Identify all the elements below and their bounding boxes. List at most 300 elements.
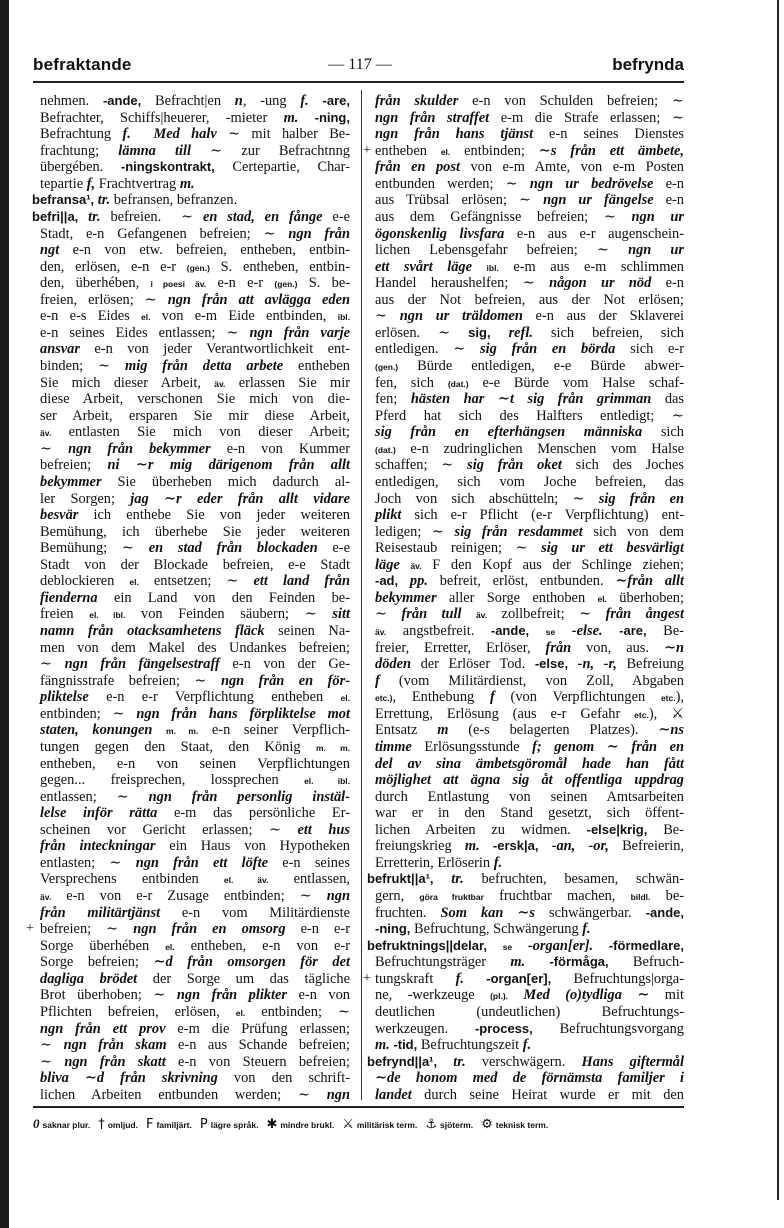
text: aus Trübsal erlösen; ∼ <box>375 192 544 209</box>
legend-item <box>481 1117 549 1132</box>
text: ler Sorgen; <box>40 490 131 507</box>
text-line <box>40 590 350 607</box>
text: Sie überheben mich dadurch al- <box>101 473 350 490</box>
abbreviation: (gen.) <box>186 262 210 273</box>
text-line <box>40 938 350 955</box>
abbreviation-legend <box>33 1116 693 1133</box>
text: e-m die Prüfung erlassen; <box>165 1020 350 1037</box>
bold-subentry: -organ[er], <box>486 970 552 986</box>
text <box>491 325 509 341</box>
text-line <box>40 822 350 839</box>
bold-subentry: sig, <box>468 324 491 340</box>
text: e-n aus der Sklaverei <box>522 308 685 325</box>
text-line <box>40 756 350 773</box>
text: Befrachtung <box>40 126 123 143</box>
legend-symbol-icon: ⚙ <box>481 1117 493 1132</box>
italic-text: lämna till <box>118 142 192 159</box>
bold-subentry: -are, <box>619 623 647 638</box>
text: fen, sich <box>375 374 448 391</box>
text-line <box>40 507 350 524</box>
abbreviation: m. m. <box>315 742 350 753</box>
text: von e-m Eide entbinden, <box>150 308 338 325</box>
text: e-n aus Schande befreien; <box>166 1037 350 1054</box>
text: entledigen, sich vom Joche befreien, das <box>375 473 684 490</box>
italic-text: tr. <box>78 208 101 225</box>
text-line <box>375 176 684 193</box>
text: Befruchtung, Schwängerung <box>410 921 583 938</box>
text-line <box>40 838 350 855</box>
italic-text: ngn från straffet <box>375 109 490 126</box>
italic-text: ngn <box>326 888 350 904</box>
text-line <box>367 938 684 955</box>
text-line <box>375 457 684 474</box>
italic-text: -n, -r, <box>577 656 617 673</box>
text-line <box>363 970 684 988</box>
text-line <box>26 921 351 938</box>
italic-text: sig från en <box>598 490 684 507</box>
text: Befreierin, <box>608 838 684 855</box>
italic-text: ngn från varje <box>249 324 350 341</box>
legend-symbol-icon: ✱ <box>266 1117 278 1132</box>
text-line <box>40 987 350 1004</box>
abbreviation: (gen.) <box>274 279 298 290</box>
italic-text: ngn från en omsorg <box>133 921 286 938</box>
italic-text: ngn från hans förpliktelse mot <box>136 705 350 722</box>
text-line <box>375 1021 684 1038</box>
text: tepartie <box>40 175 87 192</box>
italic-text: Som kan ∼s <box>440 904 535 921</box>
text: e-n seines Eides entlassen; ∼ <box>40 324 250 341</box>
text: scheinen vor Gericht erlassen; ∼ <box>40 821 298 838</box>
text-line <box>40 474 350 491</box>
text: e-m die Strafe erlassen; ∼ <box>489 109 684 126</box>
abbreviation: el. <box>440 146 451 157</box>
legend-label: saknar plur. <box>42 1120 91 1130</box>
bold-subentry: -else|krig, <box>586 821 648 837</box>
text-line <box>375 159 684 176</box>
text-line <box>375 242 684 259</box>
text <box>309 93 323 109</box>
text: werkzeugen. <box>375 1020 475 1037</box>
abbreviation: el. <box>129 577 139 588</box>
italic-text: pliktelse <box>40 689 89 706</box>
italic-text: m. <box>510 954 526 971</box>
text-line <box>375 226 684 243</box>
headword: befri||a, <box>32 208 79 224</box>
text: e-n aus e-r augenschein- <box>504 225 684 242</box>
italic-text: refl. <box>508 324 533 341</box>
text: sich des Joches <box>561 457 684 474</box>
text <box>464 971 486 987</box>
text: mit <box>649 987 684 1004</box>
text: e-n e-r Verpflichtung entheben <box>88 689 341 706</box>
text-line <box>375 789 684 806</box>
legend-symbol-icon: ⚔ <box>342 1117 354 1132</box>
text: (von Verpflichtungen <box>494 689 661 706</box>
abbreviation: el. äv. <box>223 875 269 886</box>
text <box>555 623 572 639</box>
italic-text: ngn från skam <box>63 1037 167 1054</box>
text: befreien; <box>40 457 108 474</box>
italic-text: från ångest <box>605 606 684 623</box>
legend-symbol-icon: ⚓ <box>425 1117 437 1132</box>
abbreviation: el. <box>141 312 151 323</box>
italic-text: tr. <box>453 1053 466 1070</box>
text-line <box>375 606 684 623</box>
text: Frachtvertrag <box>95 175 180 192</box>
italic-text: ngn från personlig instäl- <box>148 788 350 805</box>
text-line <box>375 441 684 458</box>
text: das <box>651 391 684 408</box>
text: seinen Na- <box>264 623 350 639</box>
text-line <box>375 987 684 1004</box>
text: e-n von <box>287 987 351 1004</box>
text: übergében. <box>40 159 121 176</box>
text: erlösen. ∼ <box>375 324 469 341</box>
text: Entsatz <box>375 722 438 739</box>
italic-text: Hans giftermål <box>581 1053 684 1070</box>
italic-text: namn från otacksamhetens fläck <box>40 623 265 639</box>
italic-text: f. <box>455 970 464 987</box>
running-head-right: befrynda <box>612 55 684 74</box>
text: e-n von der Ge- <box>219 656 350 673</box>
text: entheben <box>375 142 441 159</box>
italic-text: ngn från ett prov <box>40 1020 166 1037</box>
text-line <box>32 192 350 209</box>
text <box>472 259 487 275</box>
text-line <box>40 1037 350 1054</box>
abbreviation: el. ibl. <box>89 610 126 621</box>
italic-text: ∼d från omsorgen för det <box>153 954 350 971</box>
legend-label: militärisk term. <box>356 1120 418 1130</box>
text-line <box>375 640 684 657</box>
text-line <box>375 905 684 922</box>
text: Bürde entledigen, e-e Bürde abwer- <box>398 358 684 374</box>
text: diese Arbeit, verschonen Sie mich von die- <box>40 391 350 408</box>
italic-text: ngn ur bedrövelse <box>529 175 654 192</box>
abbreviation: ibl. <box>337 312 350 323</box>
text <box>512 938 528 954</box>
text <box>400 557 411 573</box>
text: e-n zudringlichen Menschen vom Halse <box>395 440 684 457</box>
text: sich e-r <box>615 341 684 358</box>
text-line <box>375 1070 684 1087</box>
text: e-n von Steuern befreien; <box>165 1053 350 1070</box>
text-line <box>40 623 350 640</box>
italic-text: tr. <box>94 192 111 209</box>
text: e-n von Kummer <box>210 440 350 457</box>
text-line <box>40 292 350 309</box>
abbreviation: äv. <box>40 892 52 902</box>
text: ), ⚔ <box>648 705 684 722</box>
text-line <box>40 457 350 474</box>
text: entheben <box>283 358 350 374</box>
text: Errettung, Erlösung (aus e-r Gefahr <box>375 705 635 722</box>
text <box>593 938 609 954</box>
italic-text: ∼n <box>663 639 684 656</box>
headword: befransa¹, <box>32 192 95 208</box>
text: Stadt, e-n Gefangenen befreien; ∼ <box>40 225 289 242</box>
abbreviation: göra fruktbar <box>419 892 484 902</box>
text-line <box>40 606 350 623</box>
text-line <box>40 656 350 673</box>
text: e-m aus e-m schlimmen <box>498 258 684 275</box>
text: befransen, befranzen. <box>110 192 238 209</box>
italic-text: ett hus <box>297 821 350 838</box>
italic-text: sig från en börda <box>480 341 616 358</box>
legend-symbol-icon: P <box>199 1117 208 1132</box>
italic-text: från <box>545 639 572 656</box>
italic-text: möjlighet att ägna sig åt offentliga uppdrag <box>375 772 684 789</box>
abbreviation: (dat.) <box>375 444 396 455</box>
text <box>434 871 452 887</box>
text-line <box>375 656 684 673</box>
italic-text: ngt <box>40 242 60 259</box>
text: freiungskrieg <box>375 838 465 855</box>
text-line <box>40 739 350 756</box>
text: Befruchtungs|orga- <box>551 970 684 987</box>
text <box>462 606 476 622</box>
text: durch Entlastung von seinen Amtsarbeiten <box>375 788 684 805</box>
text: gern, <box>375 888 420 904</box>
text-line <box>40 226 350 243</box>
text: e-n von e-r Zusage entbinden; ∼ <box>51 888 327 904</box>
text-line <box>40 805 350 822</box>
margin-plus-mark: + <box>26 921 34 937</box>
text: freier, Erretter, Erlöser, <box>375 639 546 656</box>
margin-plus-mark: + <box>363 142 371 158</box>
legend-symbol-icon: F <box>145 1117 154 1132</box>
text-line <box>375 341 684 358</box>
text: befreien. ∼ <box>100 208 203 225</box>
legend-label: sjöterm. <box>440 1120 474 1130</box>
italic-text: f. Med halv <box>122 126 217 143</box>
bold-subentry: -are, <box>322 93 350 108</box>
text-line <box>40 706 350 723</box>
text: entheben, e-n von e-r <box>174 937 350 954</box>
text: e-n e-r <box>285 921 351 938</box>
text: entlassen; ∼ <box>40 788 149 805</box>
text: e-n <box>653 175 684 192</box>
text: Befracht|en <box>141 93 235 109</box>
headword: befrynd||a¹, <box>367 1053 438 1069</box>
text: ledigen; ∼ <box>375 523 455 540</box>
italic-text: ∼ns <box>658 722 684 739</box>
text-line <box>40 110 350 127</box>
text: Befruchtungszeit <box>417 1037 523 1054</box>
text <box>298 110 314 126</box>
text-line <box>375 110 684 127</box>
italic-text: ögonskenlig livsfara <box>375 225 505 242</box>
text: aller Sorge enthoben <box>436 589 598 606</box>
text: e-e <box>317 540 350 557</box>
text <box>152 722 166 738</box>
italic-text: ngn från <box>288 225 350 242</box>
text: Joch von sich abschütteln; ∼ <box>375 490 599 507</box>
text: der Sorge um das tägliche <box>137 970 350 987</box>
italic-text: sitt <box>332 606 351 623</box>
text-line <box>40 491 350 508</box>
text: sich von dem <box>582 523 684 540</box>
text-line <box>40 573 350 590</box>
italic-text: mig från detta arbete <box>125 358 284 374</box>
text-line <box>375 424 684 441</box>
text <box>568 656 578 672</box>
text-line <box>40 524 350 541</box>
abbreviation: bildl. <box>630 892 651 902</box>
legend-label: mindre brukl. <box>280 1120 335 1130</box>
text-line <box>375 1037 684 1054</box>
italic-text: m. <box>375 1037 390 1054</box>
text: Sorge überhében <box>40 937 166 954</box>
text: zollbefreit; ∼ <box>487 606 606 623</box>
italic-text: från inteckningar <box>40 838 156 855</box>
italic-text: m. <box>179 175 195 192</box>
text: Pferd hat sich des Halfters entledigt; ∼ <box>375 407 684 424</box>
abbreviation: äv. <box>410 560 422 571</box>
italic-text: pp. <box>398 573 428 590</box>
text-line <box>40 176 350 193</box>
italic-text: ngn från en för- <box>220 672 351 689</box>
text-line <box>375 557 684 574</box>
scan-edge-right <box>777 0 779 1200</box>
italic-text: sig från resdammet <box>454 523 583 540</box>
text: ∼ <box>40 656 65 673</box>
abbreviation: (dat.) <box>447 378 469 389</box>
abbreviation: etc. <box>634 709 649 720</box>
scan-edge-left <box>0 0 9 1228</box>
italic-text: Med (o)tydliga ∼ <box>523 987 650 1004</box>
text: Sie mich dieser Arbeit, <box>40 374 215 391</box>
text-line <box>375 408 684 425</box>
text: angstbefreit. <box>386 623 491 639</box>
text: Brot überhoben; ∼ <box>40 987 177 1004</box>
text-line <box>40 1004 350 1021</box>
text-line <box>375 855 684 872</box>
text: be- <box>650 888 684 904</box>
right-column <box>363 93 685 1103</box>
text-line <box>40 1054 350 1071</box>
abbreviation: etc. <box>660 693 676 704</box>
text-line <box>40 954 350 971</box>
text: e-e <box>322 208 350 225</box>
bold-subentry: -ad, <box>375 573 399 589</box>
text-line <box>367 1054 684 1071</box>
text-line <box>375 954 684 971</box>
abbreviation: ibl. <box>486 262 499 273</box>
text: entlassen, <box>268 871 350 888</box>
bold-subentry: -förmåga, <box>549 954 609 970</box>
italic-text: besvär <box>40 507 79 524</box>
text: ), <box>675 689 684 706</box>
page-number: — 117 — <box>328 56 392 73</box>
italic-text: f. <box>300 93 309 109</box>
bold-subentry: -ande, <box>645 904 685 920</box>
italic-text: f, <box>86 175 96 192</box>
text-line <box>375 192 684 209</box>
italic-text: från tull <box>401 606 462 623</box>
text: fängnisstrafe befreien; ∼ <box>40 672 221 689</box>
text: befreien; ∼ <box>40 921 134 938</box>
italic-text: läge <box>375 556 400 573</box>
text: e-m das persönliche Er- <box>157 805 350 822</box>
text: von, aus. <box>571 639 664 656</box>
text-line <box>375 706 684 723</box>
text: Handel heraushelfen; ∼ <box>375 275 550 292</box>
text: freien, erlösen; ∼ <box>40 291 168 308</box>
text-line <box>375 292 684 309</box>
italic-text: ni ∼r mig därigenom från allt <box>107 457 351 474</box>
text-line <box>40 408 350 425</box>
text-line <box>375 491 684 508</box>
italic-text: från skulder <box>375 93 459 109</box>
italic-text: ngn från fängelsestraff <box>64 656 220 673</box>
headword: befruktnings||delar, <box>367 937 487 953</box>
bold-subentry: -ning, <box>314 109 350 125</box>
italic-text: ett land från <box>253 573 350 590</box>
text-line <box>375 507 684 524</box>
text <box>480 838 493 854</box>
headword: befrukt||a¹, <box>367 871 434 887</box>
italic-text: sig från oket <box>467 457 562 474</box>
text: Sorge befreien; <box>40 954 154 971</box>
text: frachtung; <box>40 142 119 159</box>
italic-text: -an, -or, <box>551 838 609 855</box>
italic-text: m. <box>283 109 299 126</box>
text-line <box>40 1087 350 1104</box>
abbreviation: el. <box>340 693 350 704</box>
bold-subentry: -ande, <box>490 623 530 638</box>
italic-text: från en post <box>375 159 460 176</box>
text: schaffen; ∼ <box>375 457 468 474</box>
left-column <box>26 93 351 1103</box>
text: e-n vom Militärdienste <box>160 904 351 921</box>
text-line <box>375 391 684 408</box>
text: fruchtbar machen, <box>483 888 631 904</box>
text: freien <box>40 606 90 623</box>
italic-text: ngn från att avlägga eden <box>167 291 350 308</box>
text: e-n seiner Verpflich- <box>198 722 350 739</box>
text-line <box>40 424 350 441</box>
margin-plus-mark: + <box>363 970 371 986</box>
text-line <box>375 722 684 739</box>
italic-text: tr. <box>451 871 464 888</box>
italic-text: ∼s från ett ämbete, <box>538 142 684 159</box>
text-line <box>40 441 350 458</box>
italic-text: n <box>234 93 243 109</box>
text: lichen Arbeiten entbunden werden; ∼ <box>40 1086 327 1103</box>
legend-item <box>342 1117 418 1132</box>
italic-text: landet <box>375 1086 412 1103</box>
abbreviation: äv. <box>40 428 52 439</box>
italic-text: staten, konungen <box>40 722 153 739</box>
italic-text: timme <box>375 738 412 755</box>
abbreviation: se <box>502 941 513 952</box>
text-line <box>375 756 684 773</box>
text-line <box>375 623 684 640</box>
italic-text: jag ∼r eder från allt vidare <box>130 490 350 507</box>
text: den, überhében, <box>40 275 151 292</box>
legend-item <box>145 1117 192 1132</box>
text: deutlichen (undeutlichen) Befruchtungs- <box>375 1003 684 1020</box>
italic-text: f. <box>582 921 591 938</box>
text-line <box>375 259 684 276</box>
italic-text: en stad, en fånge <box>202 208 323 225</box>
bold-subentry: -förmedlare, <box>608 937 684 953</box>
text: gegen... freisprechen, lossprechen <box>40 772 305 789</box>
text: , Enthebung <box>392 689 490 706</box>
text: tungen gegen den Staat, den König <box>40 738 316 755</box>
